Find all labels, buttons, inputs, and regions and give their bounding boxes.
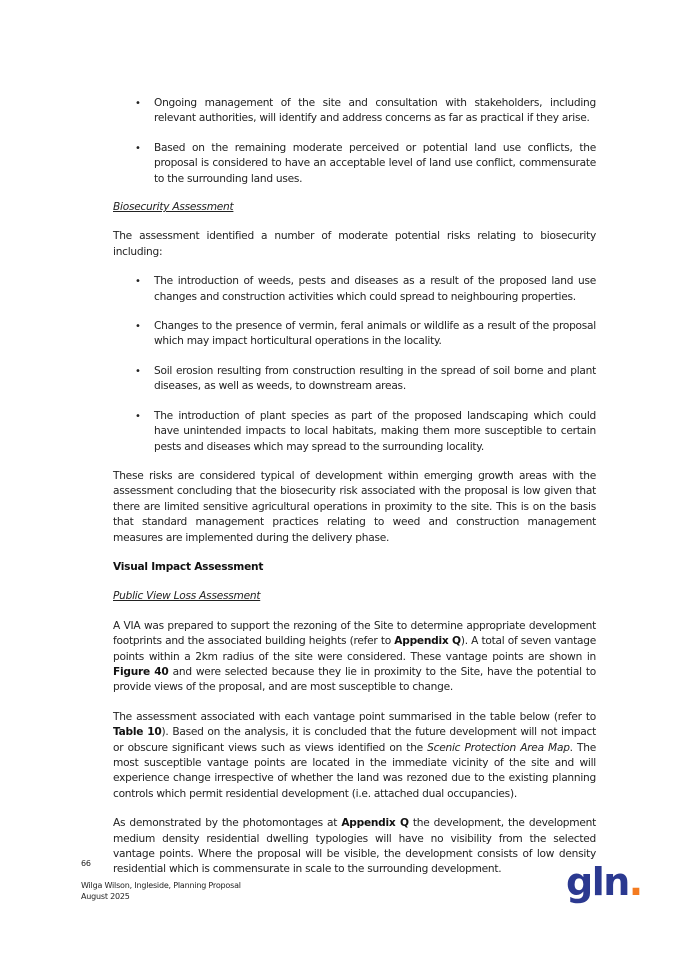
bullet-item — [113, 409, 596, 455]
appendix-q-reference: Appendix Q — [341, 817, 409, 830]
biosecurity-conclusion: These risks are considered typical of development within emerging growth areas with the assessment concluding that the biosecurity risk associated with the proposal is low given that there are limited sensitive agricultural operations in proximity to the site. This is on the basis that standard management practices relating to weed and construction management measures are implemented during the delivery phase. — [113, 469, 596, 544]
text-run: and were selected because they lie in proximity to the Site, have the potential to provide views of the proposal, and are most susceptible to change. — [113, 665, 596, 694]
appendix-q-reference: Appendix Q — [394, 635, 461, 648]
scenic-protection-map-reference: Scenic Protection Area Map — [427, 741, 570, 754]
bullet-item — [113, 364, 596, 395]
text-run: A VIA was prepared to support the rezoning of the Site to determine appropriate development footprints and the associated building heights (refer to — [113, 619, 596, 648]
bullet-text: The introduction of weeds, pests and diseases as a result of the proposed land use changes and construction activities which could spread to neighbouring properties. — [154, 275, 596, 303]
page-number: 66 — [81, 859, 91, 868]
bullet-icon: • — [135, 410, 141, 422]
figure-40-reference: Figure 40 — [113, 665, 169, 678]
logo-dot: . — [628, 860, 642, 904]
text-run: The assessment associated with each vantage point summarised in the table below (refer to — [113, 710, 596, 723]
via-paragraph-1 — [113, 619, 596, 696]
biosecurity-intro: The assessment identified a number of moderate potential risks relating to biosecurity including: — [113, 230, 596, 258]
page-footer — [81, 858, 241, 902]
bullet-text: Based on the remaining moderate perceived or potential land use conflicts, the proposal is considered to have an acceptable level of land use conflict, commensurate to the surrounding land uses. — [154, 141, 596, 185]
bullet-item — [113, 141, 596, 187]
bullet-item — [113, 319, 596, 350]
text-run: As demonstrated by the photomontages at — [113, 817, 342, 830]
table-10-reference: Table 10 — [113, 726, 162, 739]
biosecurity-bullet-list — [113, 274, 596, 455]
logo-text: gln — [566, 860, 629, 904]
text-run: ). Based on the analysis, it is concluded that the future development will not impact or obscure significant views such as views identified on the — [113, 726, 596, 754]
bullet-icon: • — [135, 142, 141, 154]
bullet-item — [113, 274, 596, 305]
bullet-icon: • — [135, 365, 141, 377]
bullet-text: Changes to the presence of vermin, feral animals or wildlife as a result of the proposal which may impact horticultural operations in the locality. — [154, 320, 596, 348]
document-date: August 2025 — [81, 892, 130, 901]
bullet-text: Soil erosion resulting from construction resulting in the spread of soil borne and plant diseases, as well as weeds, to downstream areas. — [154, 364, 596, 393]
bullet-icon: • — [135, 276, 141, 288]
text-run: . The most susceptible vantage points are located in the immediate vicinity of the site and will experience change irrespective of whether the land was rezoned due to the existing planning controls which permit residential development (i.e. attached dual occupancies). — [113, 741, 596, 800]
bullet-text: The introduction of plant species as part of the proposed landscaping which could have unintended impacts to local habitats, making them more susceptible to certain pests and diseases which may spread to the surrounding locality. — [154, 409, 596, 453]
bullet-text: Ongoing management of the site and consultation with stakeholders, including relevant authorities, will identify and address concerns as far as practical if they arise. — [154, 97, 596, 125]
text-run: ). A total of seven vantage points within a 2km radius of the site were considered. These vantage points are shown in — [113, 635, 597, 663]
via-paragraph-2 — [113, 710, 596, 802]
biosecurity-subheading: Biosecurity Assessment — [113, 201, 234, 214]
text-run: the development, the development medium density residential dwelling typologies will have no visibility from the selected vantage points. Where the proposal will be visible, the development consists of low density residential which is commensurate in scale to the surrounding development. — [113, 817, 596, 876]
page-content — [113, 96, 596, 878]
visual-impact-heading: Visual Impact Assessment — [113, 560, 264, 573]
public-view-loss-subheading: Public View Loss Assessment — [113, 590, 261, 603]
bullet-icon: • — [135, 98, 141, 109]
bullet-item — [113, 96, 596, 127]
land-use-bullet-list — [113, 96, 596, 187]
gln-logo — [566, 862, 642, 902]
bullet-icon: • — [135, 321, 141, 333]
document-title: Wilga Wilson, Ingleside, Planning Proposal — [81, 881, 241, 890]
